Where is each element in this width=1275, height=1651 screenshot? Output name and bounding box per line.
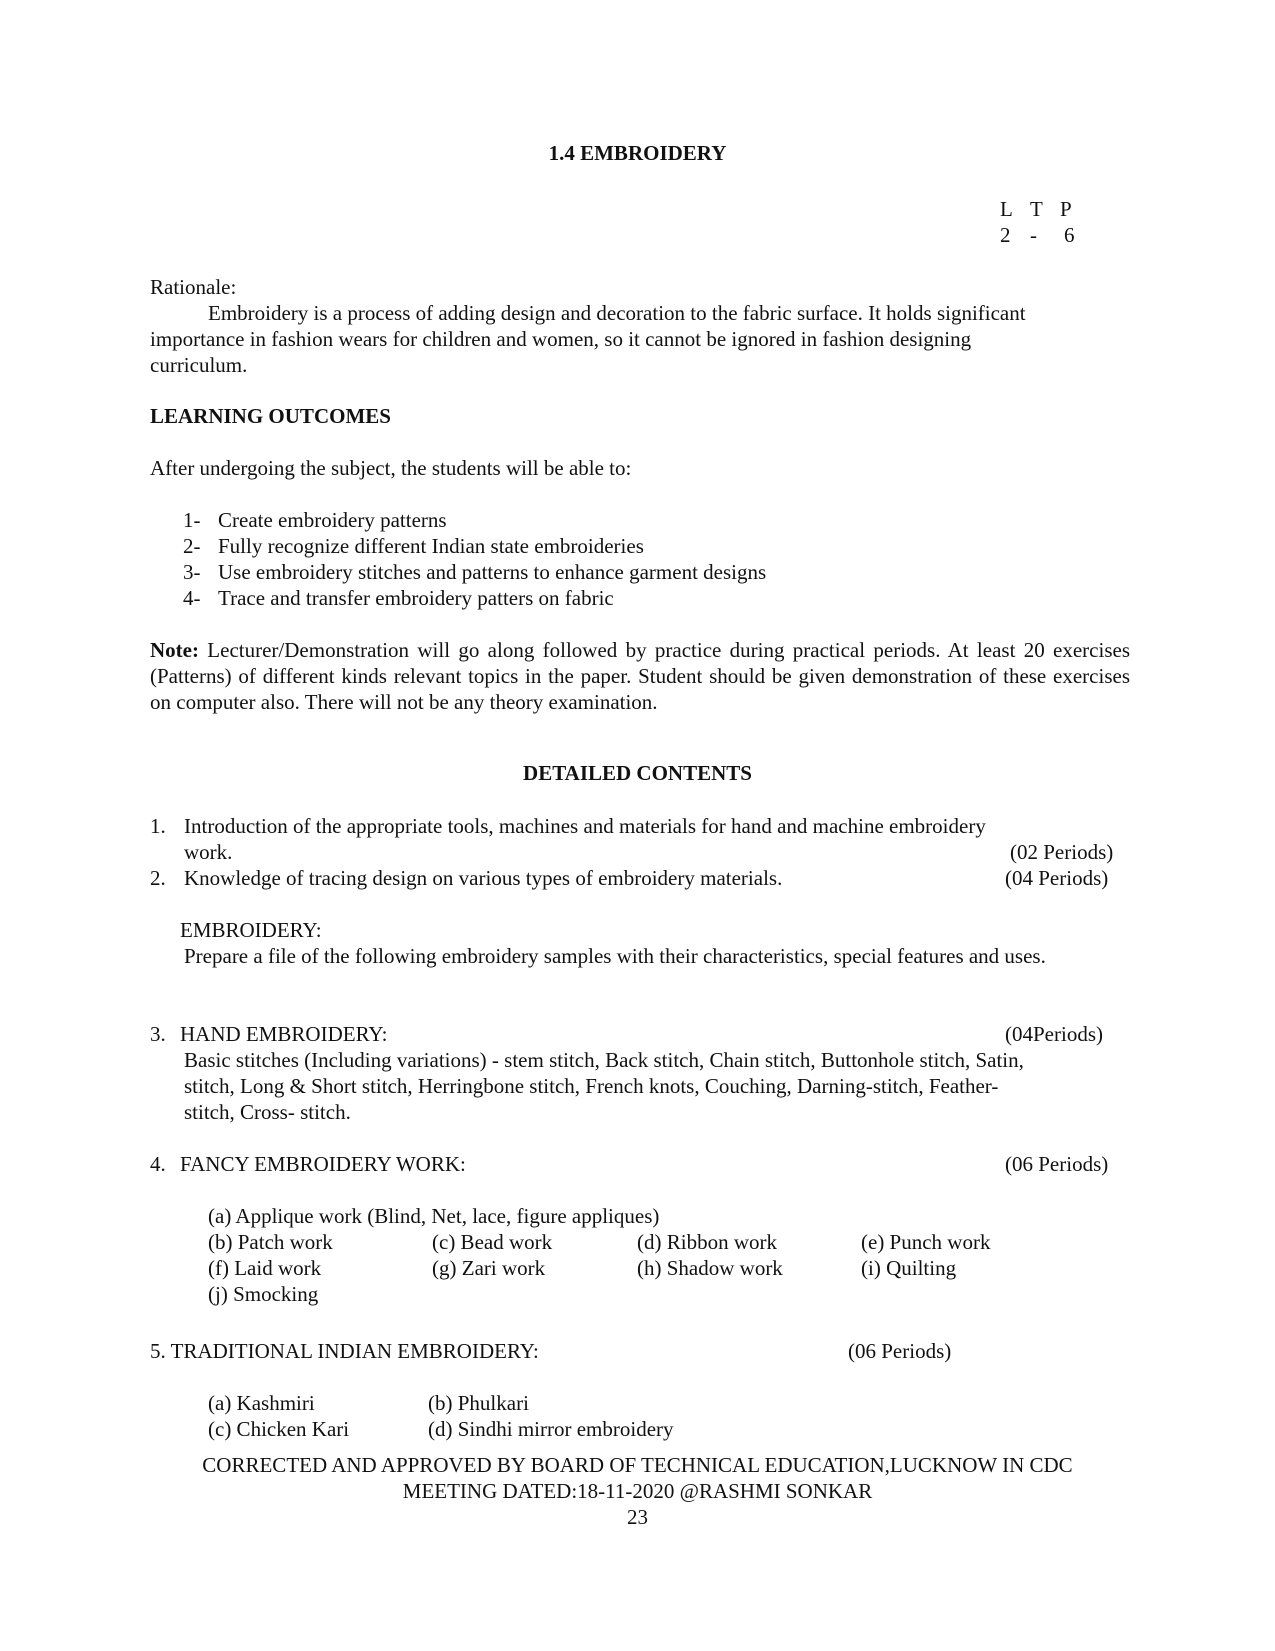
content-item-2-text: Knowledge of tracing design on various types of embroidery materials. (184, 866, 783, 890)
hand-embroidery-line: stitch, Cross- stitch. (184, 1100, 351, 1124)
rationale-heading: Rationale: (150, 275, 237, 299)
fancy-item: (e) Punch work (861, 1230, 991, 1254)
fancy-item: (j) Smocking (208, 1282, 319, 1306)
outcome-number: 3- (183, 560, 201, 584)
traditional-item: (d) Sindhi mirror embroidery (428, 1417, 674, 1441)
rationale-line-1: Embroidery is a process of adding design and decoration to the fabric surface. It holds significant (208, 301, 1026, 325)
outcome-text: Fully recognize different Indian state embroideries (218, 534, 644, 558)
ltp-header-l: L (1000, 197, 1013, 221)
ltp-headers (1000, 196, 1090, 222)
outcome-number: 2- (183, 534, 201, 558)
traditional-item: (a) Kashmiri (208, 1391, 315, 1415)
fancy-item: (g) Zari work (432, 1256, 546, 1280)
content-item-number: 1. (150, 814, 166, 838)
fancy-item: (h) Shadow work (637, 1256, 783, 1280)
ltp-value-l: 2 (1000, 223, 1011, 247)
embroidery-text: Prepare a file of the following embroidery samples with their characteristics, special features and uses. (184, 944, 1046, 968)
detailed-contents-heading: DETAILED CONTENTS (523, 761, 752, 785)
traditional-embroidery-periods: (06 Periods) (848, 1339, 952, 1363)
rationale-line-3: curriculum. (150, 353, 248, 377)
traditional-item: (b) Phulkari (428, 1391, 529, 1415)
hand-embroidery-heading: HAND EMBROIDERY: (180, 1022, 388, 1046)
embroidery-heading: EMBROIDERY: (180, 918, 322, 942)
traditional-embroidery-heading: 5. TRADITIONAL INDIAN EMBROIDERY: (150, 1339, 539, 1363)
fancy-item: (a) Applique work (Blind, Net, lace, figure appliques) (208, 1204, 660, 1228)
hand-embroidery-periods: (04Periods) (1005, 1022, 1103, 1046)
fancy-item: (b) Patch work (208, 1230, 333, 1254)
traditional-item: (c) Chicken Kari (208, 1417, 350, 1441)
hand-embroidery-line: stitch, Long & Short stitch, Herringbone stitch, French knots, Couching, Darning-stitch, Feather- (184, 1074, 999, 1098)
content-item-number: 2. (150, 866, 166, 890)
fancy-item: (f) Laid work (208, 1256, 322, 1280)
ltp-value-p: 6 (1064, 223, 1075, 247)
outcome-text: Create embroidery patterns (218, 508, 447, 532)
outcome-text: Trace and transfer embroidery patters on fabric (218, 586, 614, 610)
outcome-number: 1- (183, 508, 201, 532)
outcome-number: 4- (183, 586, 201, 610)
ltp-value-t: - (1030, 223, 1037, 247)
page-number: 23 (627, 1505, 648, 1529)
note-label: Note: (150, 638, 199, 662)
ltp-header-p: P (1060, 197, 1072, 221)
content-item-1-periods: (02 Periods) (1010, 840, 1114, 864)
hand-embroidery-line: Basic stitches (Including variations) - stem stitch, Back stitch, Chain stitch, Buttonhole stitch, Satin, (184, 1048, 1024, 1072)
note-text: Lecturer/Demonstration will go along followed by practice during practical periods. At least 20 exercises (Patterns) of different kinds relevant topics in the paper. Student should be given demonstration of these exercises on computer also. There will not be any theory examination. (150, 638, 1130, 714)
ltp-values (1000, 222, 1075, 248)
content-item-number: 4. (150, 1152, 166, 1176)
ltp-header-t: T (1030, 197, 1043, 221)
fancy-item: (i) Quilting (861, 1256, 957, 1280)
outcome-text: Use embroidery stitches and patterns to enhance garment designs (218, 560, 767, 584)
rationale-line-2: importance in fashion wears for children and women, so it cannot be ignored in fashion designing (150, 327, 972, 351)
fancy-embroidery-heading: FANCY EMBROIDERY WORK: (180, 1152, 466, 1176)
fancy-embroidery-periods: (06 Periods) (1005, 1152, 1109, 1176)
footer-approval-line-2: MEETING DATED:18-11-2020 @RASHMI SONKAR (402, 1479, 873, 1503)
content-item-1-line-1: Introduction of the appropriate tools, machines and materials for hand and machine embroidery (184, 814, 986, 838)
learning-outcomes-intro: After undergoing the subject, the students will be able to: (150, 456, 632, 480)
content-item-number: 3. (150, 1022, 166, 1046)
fancy-item: (d) Ribbon work (637, 1230, 777, 1254)
learning-outcomes-heading: LEARNING OUTCOMES (150, 404, 391, 428)
fancy-item: (c) Bead work (432, 1230, 553, 1254)
content-item-2-periods: (04 Periods) (1005, 866, 1109, 890)
content-item-1-line-2: work. (184, 840, 233, 864)
page-title: 1.4 EMBROIDERY (548, 141, 727, 165)
note-paragraph (150, 637, 1130, 715)
footer-approval-line-1: CORRECTED AND APPROVED BY BOARD OF TECHNICAL EDUCATION,LUCKNOW IN CDC (202, 1453, 1073, 1477)
